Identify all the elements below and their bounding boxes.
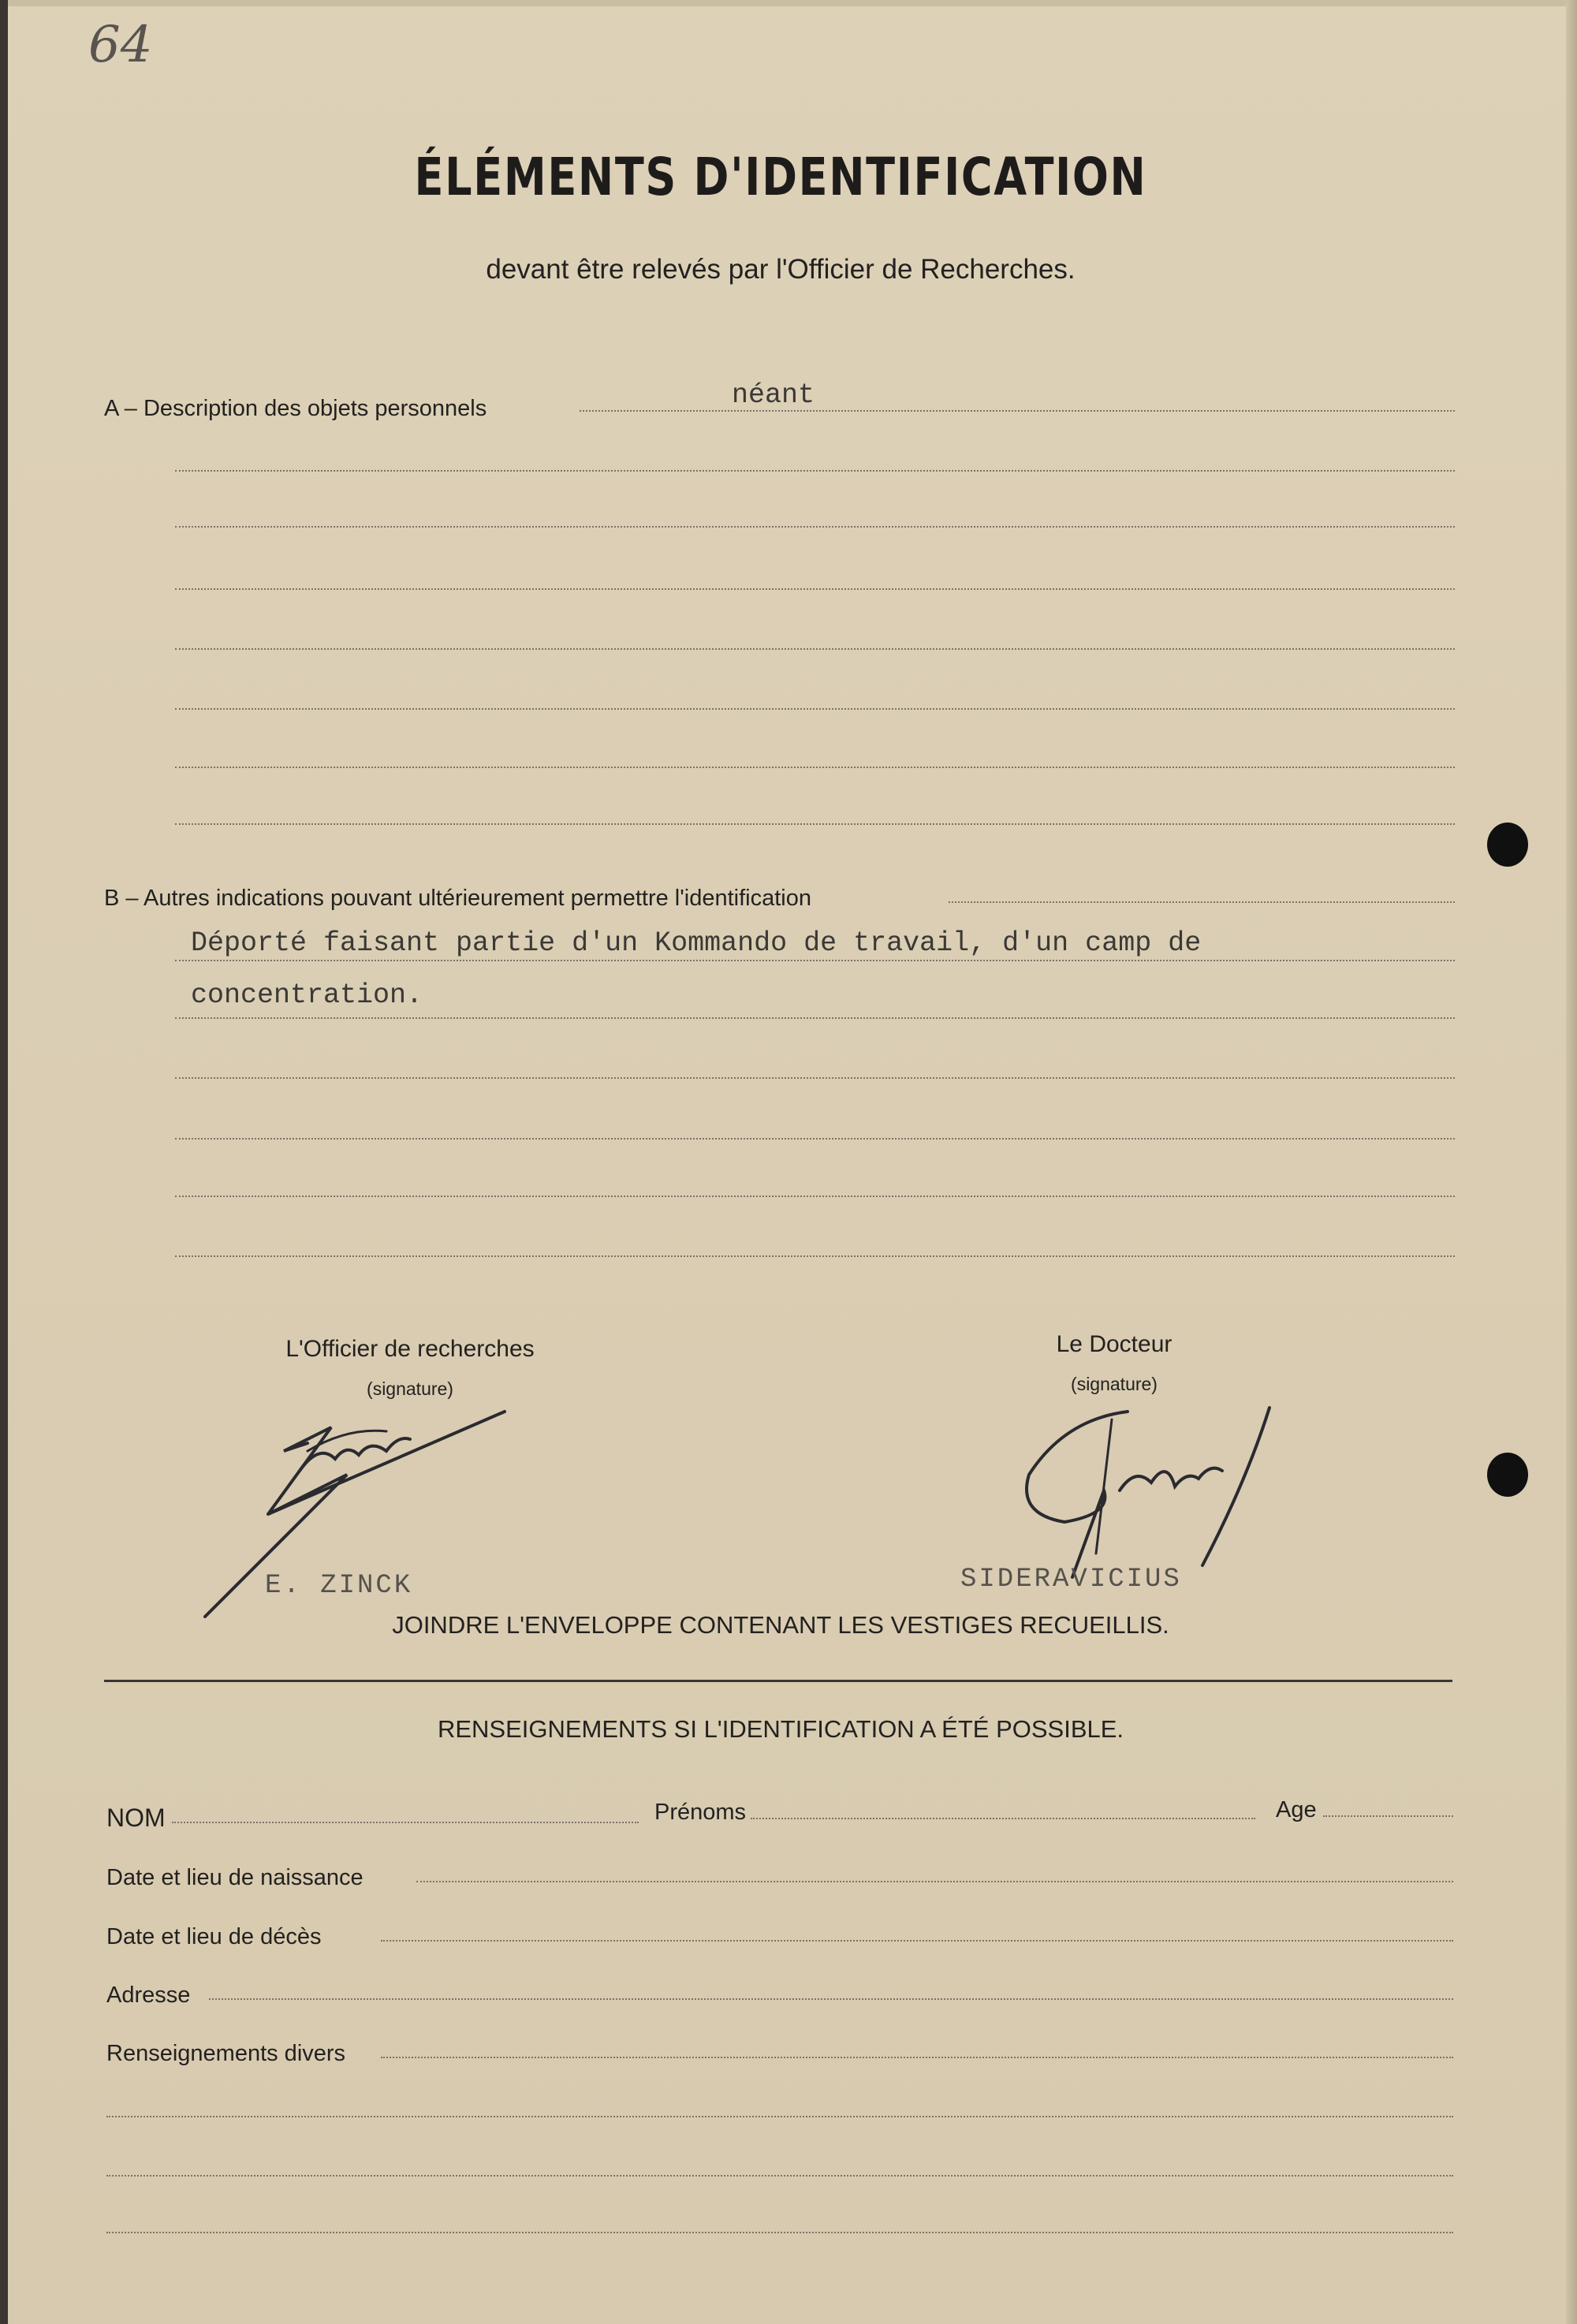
section-b-line-2 xyxy=(175,960,1455,961)
age-label: Age xyxy=(1276,1797,1317,1822)
section-b-text-line-2: concentration. xyxy=(191,979,423,1011)
identification-heading: RENSEIGNEMENTS SI L'IDENTIFICATION A ÉTÉ POSSIBLE. xyxy=(437,1715,1124,1743)
section-a-line-3 xyxy=(175,526,1455,528)
section-a-line-2 xyxy=(175,470,1455,472)
officer-signature-caption: (signature) xyxy=(367,1378,453,1399)
officer-title: L'Officier de recherches xyxy=(285,1336,535,1362)
section-a-line-8 xyxy=(175,823,1455,825)
section-b-line-7 xyxy=(175,1255,1455,1257)
section-a-value: néant xyxy=(732,379,815,411)
section-a-line-4 xyxy=(175,588,1455,590)
section-a-line-6 xyxy=(175,708,1455,710)
page-subtitle: devant être relevés par l'Officier de Recherches. xyxy=(486,254,1076,285)
section-b-label: B – Autres indications pouvant ultérieurement permettre l'identification xyxy=(104,886,811,911)
doctor-name-stamp: SIDERAVICIUS xyxy=(960,1565,1182,1595)
folio-number: 64 xyxy=(88,16,153,74)
doctor-signature-caption: (signature) xyxy=(1071,1374,1158,1394)
section-b-line-3 xyxy=(175,1017,1455,1019)
divers-field-line-4 xyxy=(106,2232,1453,2233)
divers-label: Renseignements divers xyxy=(106,2041,346,2066)
adresse-field-line xyxy=(209,1998,1453,2000)
deces-field-line xyxy=(381,1940,1453,1942)
punch-hole-upper xyxy=(1487,823,1528,867)
prenoms-field-line xyxy=(751,1818,1255,1819)
nom-field-line xyxy=(172,1822,639,1823)
officer-name-stamp: E. ZINCK xyxy=(265,1571,413,1601)
deces-label: Date et lieu de décès xyxy=(106,1924,322,1949)
doctor-signature-graphic xyxy=(1017,1396,1285,1585)
section-a-line-7 xyxy=(175,767,1455,768)
divers-field-line-1 xyxy=(381,2057,1453,2058)
page-title: ÉLÉMENTS D'IDENTIFICATION xyxy=(414,147,1147,207)
page-left-edge xyxy=(0,0,8,2324)
page-right-edge xyxy=(1566,0,1577,2324)
adresse-label: Adresse xyxy=(106,1983,191,2008)
divers-field-line-3 xyxy=(106,2175,1453,2177)
naissance-label: Date et lieu de naissance xyxy=(106,1865,363,1890)
naissance-field-line xyxy=(416,1881,1453,1882)
instruction-text: JOINDRE L'ENVELOPPE CONTENANT LES VESTIGES RECUEILLIS. xyxy=(392,1611,1169,1639)
section-a-line-1 xyxy=(580,410,1455,412)
age-field-line xyxy=(1323,1815,1453,1817)
section-divider xyxy=(104,1680,1452,1682)
section-b-line-5 xyxy=(175,1138,1455,1140)
doctor-title: Le Docteur xyxy=(1056,1331,1172,1357)
divers-field-line-2 xyxy=(106,2116,1453,2117)
nom-label: NOM xyxy=(106,1804,166,1832)
section-b-line-6 xyxy=(175,1196,1455,1197)
section-b-text-line-1: Déporté faisant partie d'un Kommando de travail, d'un camp de xyxy=(191,927,1202,959)
section-b-line-1 xyxy=(949,901,1455,903)
page-top-edge xyxy=(0,0,1577,6)
punch-hole-lower xyxy=(1487,1453,1528,1497)
section-a-line-5 xyxy=(175,648,1455,650)
section-b-line-4 xyxy=(175,1077,1455,1079)
section-a-label: A – Description des objets personnels xyxy=(104,396,487,421)
prenoms-label: Prénoms xyxy=(654,1800,747,1825)
